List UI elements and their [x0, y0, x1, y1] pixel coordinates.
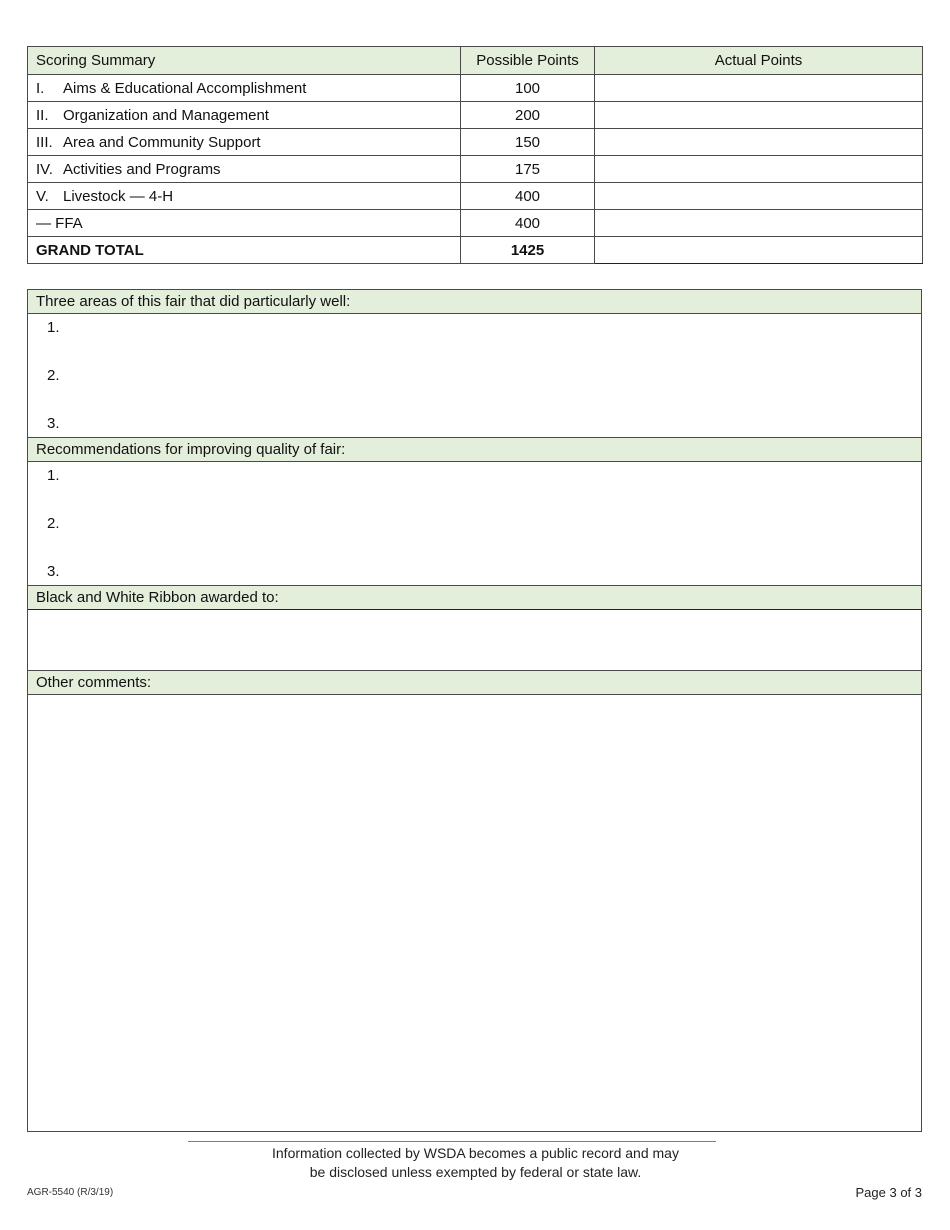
grand-total-actual-input[interactable] — [595, 237, 923, 264]
row-numeral: V. — [36, 187, 49, 205]
row-label — [28, 102, 461, 129]
row-category: Organization and Management — [63, 106, 269, 124]
possible-points-cell: 150 — [461, 129, 595, 156]
list-number: 2. — [47, 515, 60, 532]
grand-total-points: 1425 — [461, 237, 595, 264]
row-label — [28, 183, 461, 210]
row-label — [28, 75, 461, 102]
form-code: AGR-5540 (R/3/19) — [27, 1187, 114, 1198]
table-header-row — [28, 47, 923, 75]
row-label — [28, 210, 461, 237]
list-number: 1. — [47, 319, 60, 336]
actual-points-input[interactable] — [595, 210, 923, 237]
actual-points-input[interactable] — [595, 156, 923, 183]
row-numeral: I. — [36, 79, 45, 97]
list-number: 1. — [47, 467, 60, 484]
footer-divider — [188, 1141, 716, 1142]
row-label — [28, 129, 461, 156]
recommendations-field[interactable] — [28, 462, 921, 585]
list-number: 2. — [47, 367, 60, 384]
strengths-heading: Three areas of this fair that did particularly well: — [28, 290, 921, 314]
row-category: Activities and Programs — [63, 160, 221, 178]
comments-field[interactable] — [28, 695, 921, 1131]
row-label — [28, 156, 461, 183]
recommendations-heading: Recommendations for improving quality of fair: — [28, 437, 921, 462]
actual-points-input[interactable] — [595, 129, 923, 156]
header-possible-points: Possible Points — [461, 47, 595, 75]
notice-line: Information collected by WSDA becomes a public record and may — [272, 1145, 679, 1161]
page-number: Page 3 of 3 — [855, 1185, 922, 1200]
table-row — [28, 183, 923, 210]
row-numeral: IV. — [36, 160, 53, 178]
possible-points-cell: 175 — [461, 156, 595, 183]
header-scoring-summary: Scoring Summary — [28, 47, 461, 75]
row-category: Area and Community Support — [63, 133, 261, 151]
row-category: — FFA — [36, 214, 83, 232]
notice-line: be disclosed unless exempted by federal or state law. — [309, 1164, 642, 1180]
row-numeral: III. — [36, 133, 53, 151]
table-row — [28, 129, 923, 156]
grand-total-row — [28, 237, 923, 264]
actual-points-input[interactable] — [595, 183, 923, 210]
row-category: Livestock — 4-H — [63, 187, 174, 205]
table-row — [28, 102, 923, 129]
comments-heading: Other comments: — [28, 670, 921, 695]
list-number: 3. — [47, 415, 60, 432]
ribbon-field[interactable] — [28, 609, 921, 670]
public-record-notice — [188, 1144, 763, 1182]
grand-total-label: GRAND TOTAL — [28, 237, 461, 264]
possible-points-cell: 200 — [461, 102, 595, 129]
row-numeral: II. — [36, 106, 49, 124]
list-number: 3. — [47, 563, 60, 580]
ribbon-heading: Black and White Ribbon awarded to: — [28, 585, 921, 609]
actual-points-input[interactable] — [595, 75, 923, 102]
table-row — [28, 156, 923, 183]
table-row — [28, 210, 923, 237]
possible-points-cell: 100 — [461, 75, 595, 102]
possible-points-cell: 400 — [461, 210, 595, 237]
header-actual-points: Actual Points — [595, 47, 923, 75]
strengths-field[interactable] — [28, 314, 921, 437]
evaluation-sections — [27, 289, 922, 1132]
scoring-summary-table — [27, 46, 923, 264]
row-category: Aims & Educational Accomplishment — [63, 79, 307, 97]
actual-points-input[interactable] — [595, 102, 923, 129]
table-row — [28, 75, 923, 102]
possible-points-cell: 400 — [461, 183, 595, 210]
